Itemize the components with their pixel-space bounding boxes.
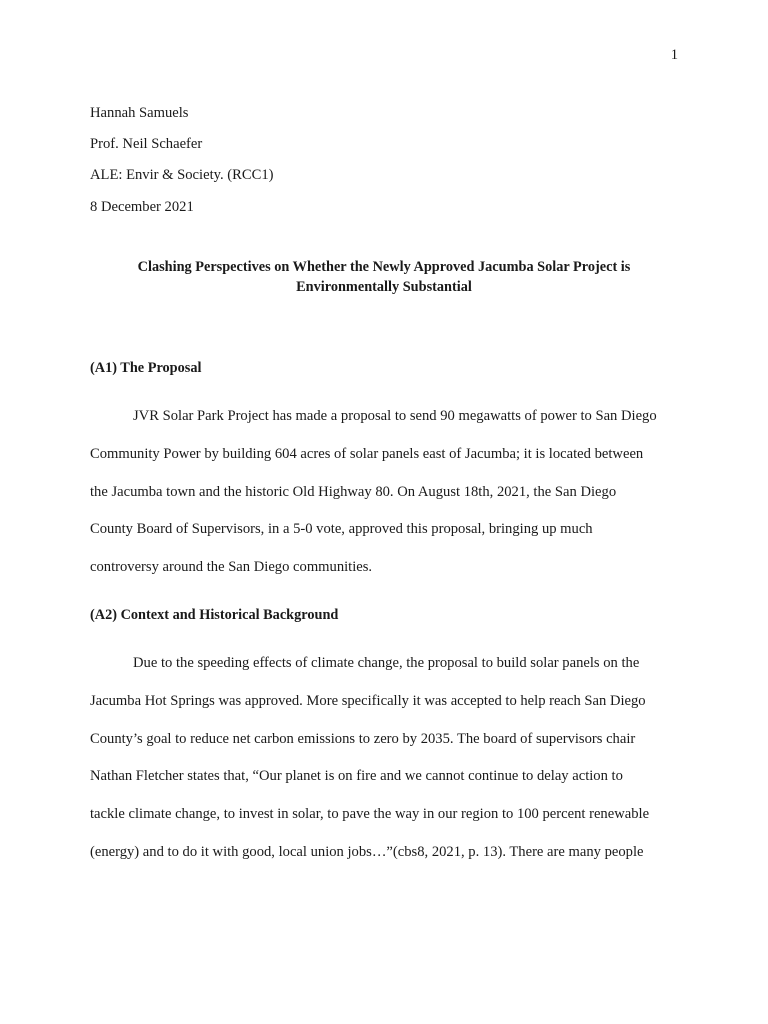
paragraph-line: (energy) and to do it with good, local union jobs…”(cbs8, 2021, p. 13). There are many people	[90, 843, 644, 860]
paragraph-line: County Board of Supervisors, in a 5-0 vote, approved this proposal, bringing up much	[90, 521, 593, 538]
heading-block	[90, 104, 273, 229]
title-line: Clashing Perspectives on Whether the Newly Approved Jacumba Solar Project is	[137, 259, 631, 275]
paragraph-line: County’s goal to reduce net carbon emissions to zero by 2035. The board of supervisors chair	[90, 730, 636, 747]
paragraph-line: controversy around the San Diego communities.	[90, 559, 373, 576]
paragraph-line: Due to the speeding effects of climate change, the proposal to build solar panels on the	[133, 655, 640, 671]
instructor-name: Prof. Neil Schaefer	[90, 136, 203, 153]
paragraph-line: tackle climate change, to invest in solar, to pave the way in our region to 100 percent renewable	[90, 806, 650, 823]
paragraph-line: Community Power by building 604 acres of solar panels east of Jacumba; it is located between	[90, 445, 644, 462]
paragraph-line: JVR Solar Park Project has made a proposal to send 90 megawatts of power to San Diego	[133, 408, 657, 424]
page-number: 1	[670, 47, 678, 63]
section-heading-proposal: (A1) The Proposal	[90, 360, 202, 376]
document-date: 8 December 2021	[90, 198, 194, 215]
paragraph-proposal	[90, 398, 678, 587]
paragraph-context	[90, 645, 678, 872]
title-line: Environmentally Substantial	[296, 278, 472, 295]
course-name: ALE: Envir & Society. (RCC1)	[90, 167, 274, 184]
paragraph-line: the Jacumba town and the historic Old Highway 80. On August 18th, 2021, the San Diego	[90, 483, 617, 500]
paragraph-line: Jacumba Hot Springs was approved. More specifically it was accepted to help reach San Diego	[90, 692, 646, 709]
document-title	[90, 258, 678, 297]
author-name: Hannah Samuels	[90, 105, 189, 121]
section-heading-context: (A2) Context and Historical Background	[90, 607, 339, 623]
paragraph-line: Nathan Fletcher states that, “Our planet is on fire and we cannot continue to delay action to	[90, 768, 623, 785]
